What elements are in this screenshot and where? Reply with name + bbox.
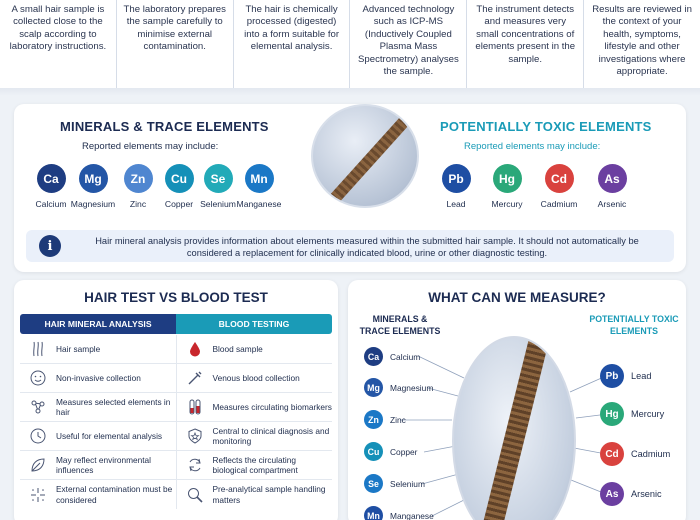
cu-name: Copper [390, 446, 418, 457]
measure-toxic-heading: POTENTIALLY TOXIC ELEMENTS [589, 314, 679, 336]
measure-element-se [364, 474, 425, 493]
mn-name: Manganese [236, 199, 282, 209]
sparkle-icon [26, 485, 50, 505]
cd-badge: Cd [545, 164, 574, 193]
shield-star-icon [183, 426, 207, 446]
se-name: Selenium [390, 478, 425, 489]
measure-element-cd [600, 442, 670, 466]
element-mg [70, 164, 116, 209]
zn-name: Zinc [390, 414, 406, 425]
measure-element-hg [600, 402, 664, 426]
what-can-we-measure-panel [348, 280, 686, 520]
toxic-title: POTENTIALLY TOXIC ELEMENTS [440, 119, 652, 134]
col-blood-header: BLOOD TESTING [176, 314, 332, 334]
hair-cell: Hair sample [56, 343, 101, 354]
step-1: A small hair sample is collected close to the scalp according to laboratory instructions. [0, 0, 117, 88]
hair-cell: Useful for elemental analysis [56, 430, 163, 441]
zn-badge: Zn [364, 410, 383, 429]
measure-element-cu [364, 442, 417, 461]
hg-badge: Hg [600, 402, 624, 426]
smile-icon [26, 368, 50, 388]
element-cd [536, 164, 582, 209]
element-ca [28, 164, 74, 209]
test-tubes-icon [183, 397, 207, 417]
ca-name: Calcium [390, 351, 421, 362]
leaf-icon [26, 455, 50, 475]
hair-cell: Measures selected elements in hair [56, 396, 171, 417]
info-notice [26, 230, 674, 262]
measure-element-zn [364, 410, 406, 429]
element-se [195, 164, 241, 209]
step-2: The laboratory prepares the sample carefully to minimise external contamination. [117, 0, 234, 88]
process-steps [0, 0, 700, 88]
blood-cell: Pre-analytical sample handling matters [212, 484, 326, 505]
as-name: Arsenic [631, 489, 662, 499]
se-name: Selenium [200, 199, 236, 209]
as-name: Arsenic [597, 199, 627, 209]
hg-name: Mercury [491, 199, 523, 209]
as-badge: As [598, 164, 627, 193]
elements-panel [14, 104, 686, 272]
blood-cell: Blood sample [212, 343, 263, 354]
mg-name: Magnesium [70, 199, 116, 209]
blood-drop-icon [183, 339, 207, 359]
measure-element-ca [364, 347, 420, 366]
blood-cell: Central to clinical diagnosis and monitoring [212, 425, 330, 446]
blood-cell: Reflects the circulating biological compartment [212, 454, 298, 475]
hair-cell: External contamination must be considered [56, 484, 173, 505]
clock-icon [26, 426, 50, 446]
compare-title: HAIR TEST VS BLOOD TEST [84, 290, 268, 305]
se-badge: Se [364, 474, 383, 493]
blood-cell: Measures circulating biomarkers [212, 401, 332, 412]
molecule-icon [26, 397, 50, 417]
minerals-subtitle: Reported elements may include: [82, 141, 219, 152]
pb-name: Lead [631, 371, 652, 381]
hair-cell: Non-invasive collection [56, 372, 141, 383]
ca-badge: Ca [37, 164, 66, 193]
hg-badge: Hg [493, 164, 522, 193]
element-hg [484, 164, 530, 209]
element-zn [115, 164, 161, 209]
as-badge: As [600, 482, 624, 506]
measure-minerals-heading: MINERALS & TRACE ELEMENTS [359, 314, 441, 336]
ca-name: Calcium [35, 199, 67, 209]
compare-row [20, 451, 332, 480]
zn-name: Zinc [129, 199, 147, 209]
element-pb [433, 164, 479, 209]
step-4: Advanced technology such as ICP-MS (Inductively Coupled Plasma Mass Spectrometry) analyses the sample. [350, 0, 467, 88]
cd-name: Cadmium [540, 199, 578, 209]
step-5: The instrument detects and measures very small concentrations of elements present in the sample. [467, 0, 584, 88]
measure-element-mg [364, 378, 433, 397]
step-3: The hair is chemically processed (digested) into a form suitable for elemental analysis. [234, 0, 351, 88]
mn-badge: Mn [364, 506, 383, 520]
cycle-icon [183, 455, 207, 475]
mn-badge: Mn [245, 164, 274, 193]
element-as [589, 164, 635, 209]
pb-badge: Pb [600, 364, 624, 388]
cd-badge: Cd [600, 442, 624, 466]
hair-cell: May reflect environmental influences [56, 454, 151, 475]
compare-row [20, 364, 332, 393]
cd-name: Cadmium [631, 449, 671, 459]
notice-text: Hair mineral analysis provides information about elements measured within the submitted hair sample. It should not automatically be considered a replacement for clinically indicated blood, urine or other diagnostic testing. [95, 236, 639, 258]
info-icon: i [39, 235, 61, 257]
measure-element-as [600, 482, 662, 506]
minerals-title: MINERALS & TRACE ELEMENTS [60, 119, 269, 134]
pb-name: Lead [446, 199, 466, 209]
se-badge: Se [204, 164, 233, 193]
pb-badge: Pb [442, 164, 471, 193]
compare-row [20, 393, 332, 422]
compare-row [20, 335, 332, 364]
cu-badge: Cu [165, 164, 194, 193]
compare-header [20, 314, 332, 334]
steps-divider [0, 88, 700, 96]
cu-badge: Cu [364, 442, 383, 461]
step-6: Results are reviewed in the context of your health, symptoms, lifestyle and other investigations where appropriate. [584, 0, 700, 88]
mn-name: Manganese [390, 510, 434, 520]
col-hair-header: HAIR MINERAL ANALYSIS [20, 314, 176, 334]
hair-magnified-image [311, 104, 419, 208]
cu-name: Copper [164, 199, 194, 209]
measure-title: WHAT CAN WE MEASURE? [428, 290, 606, 305]
mg-badge: Mg [364, 378, 383, 397]
mg-badge: Mg [79, 164, 108, 193]
compare-row [20, 422, 332, 451]
compare-row [20, 480, 332, 509]
measure-element-mn [364, 506, 434, 520]
hair-vs-blood-panel [14, 280, 338, 520]
ca-badge: Ca [364, 347, 383, 366]
syringe-icon [183, 368, 207, 388]
mg-name: Magnesium [390, 382, 434, 393]
blood-cell: Venous blood collection [212, 372, 300, 383]
hg-name: Mercury [631, 409, 665, 419]
element-mn [236, 164, 282, 209]
toxic-subtitle: Reported elements may include: [464, 141, 601, 152]
hair-strands-icon [26, 339, 50, 359]
zn-badge: Zn [124, 164, 153, 193]
magnifier-icon [183, 485, 207, 505]
measure-element-pb [600, 364, 651, 388]
